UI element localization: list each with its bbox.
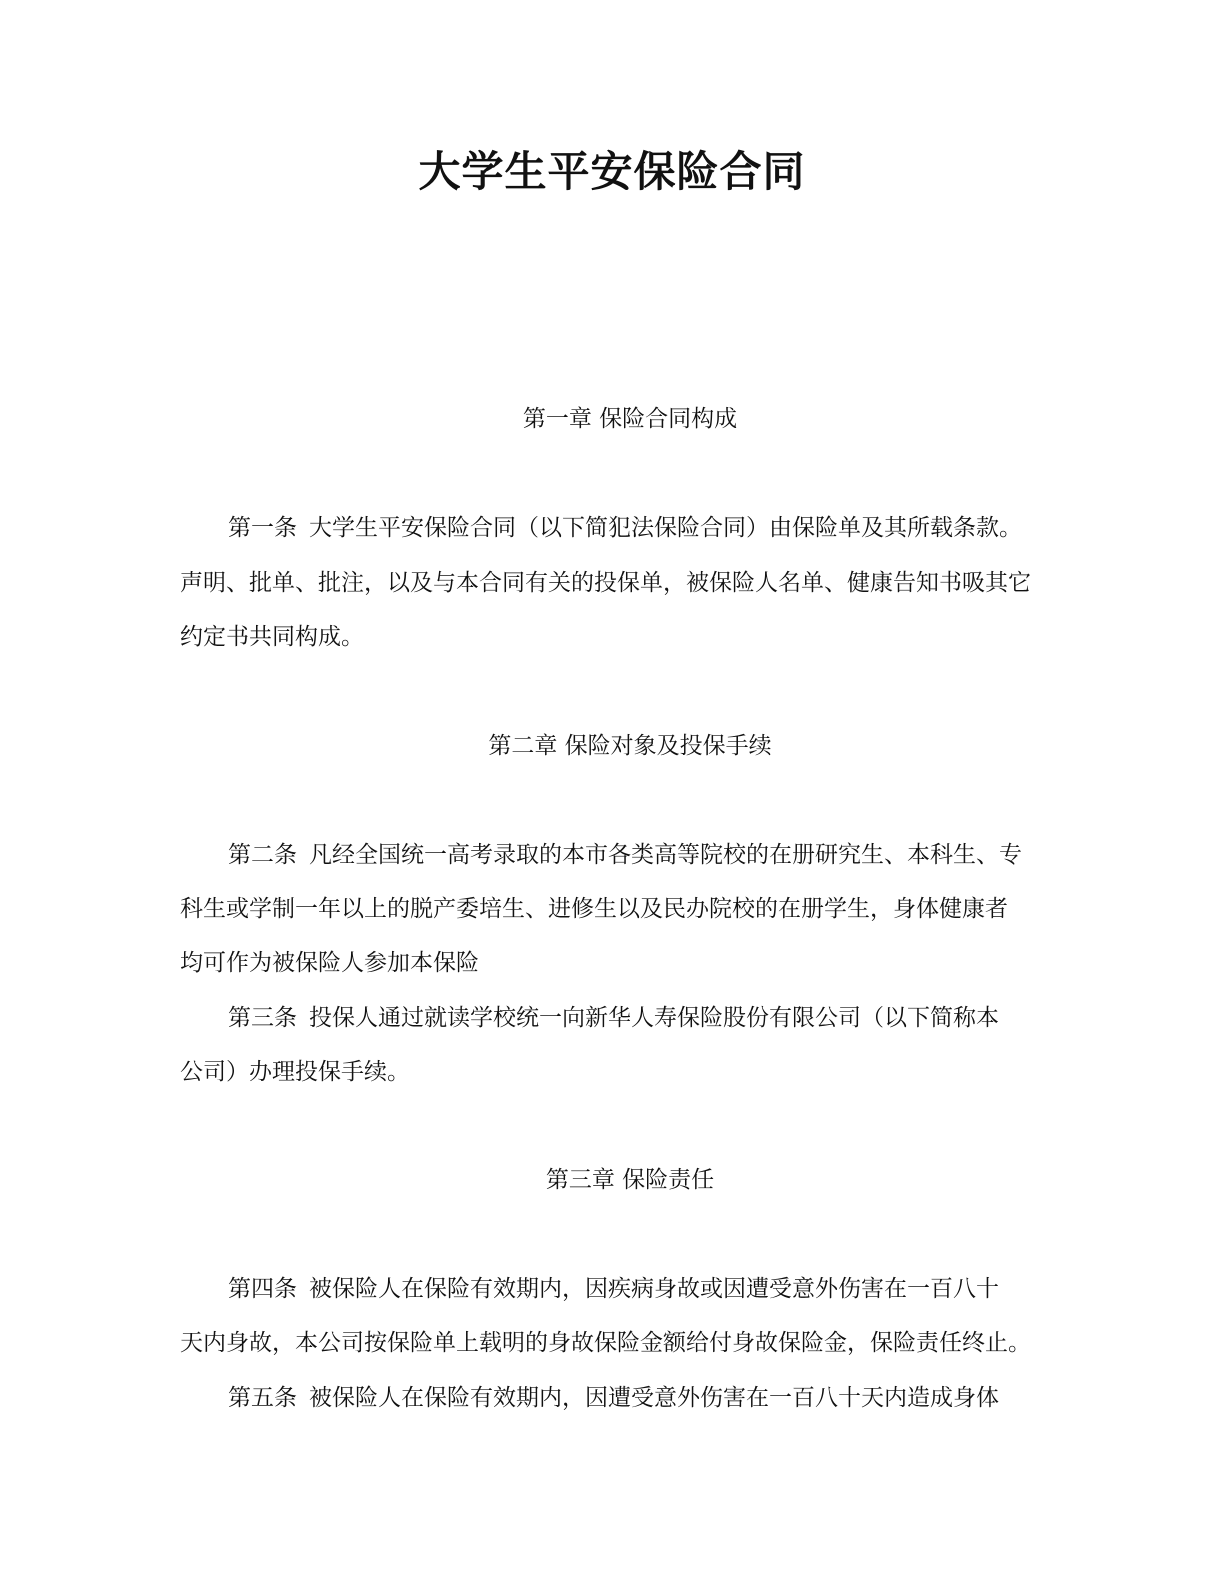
article-1-line: 约定书共同构成。 (180, 624, 364, 650)
article-2-line: 均可作为被保险人参加本保险 (180, 950, 479, 976)
article-4-line (228, 1274, 999, 1304)
article-label: 第三条 (228, 1005, 297, 1031)
article-5-line (228, 1383, 999, 1413)
article-text: 投保人通过就读学校统一向新华人寿保险股份有限公司（以下简称本 (309, 1005, 999, 1031)
document-title: 大学生平安保险合同 (418, 147, 806, 196)
article-2-line (228, 840, 1022, 870)
article-text: 大学生平安保险合同（以下简犯法保险合同）由保险单及其所载条款。 (309, 515, 1022, 541)
article-label: 第二条 (228, 842, 297, 868)
chapter-heading: 第二章 保险对象及投保手续 (488, 733, 772, 759)
article-text: 被保险人在保险有效期内，因疾病身故或因遭受意外伤害在一百八十 (309, 1276, 999, 1302)
chapter-heading: 第三章 保险责任 (545, 1167, 715, 1193)
chapter-heading: 第一章 保险合同构成 (522, 406, 738, 432)
article-1-line: 声明、批单、批注，以及与本合同有关的投保单，被保险人名单、健康告知书吸其它 (180, 570, 1031, 596)
article-3-line (228, 1003, 999, 1033)
article-label: 第四条 (228, 1276, 297, 1302)
article-label: 第一条 (228, 515, 297, 541)
article-1-line (228, 513, 1022, 543)
article-3-line: 公司）办理投保手续。 (180, 1059, 410, 1085)
article-4-line: 天内身故，本公司按保险单上载明的身故保险金额给付身故保险金，保险责任终止。 (180, 1330, 1031, 1356)
article-text: 凡经全国统一高考录取的本市各类高等院校的在册研究生、本科生、专 (309, 842, 1022, 868)
article-text: 被保险人在保险有效期内，因遭受意外伤害在一百八十天内造成身体 (309, 1385, 999, 1411)
article-label: 第五条 (228, 1385, 297, 1411)
article-2-line: 科生或学制一年以上的脱产委培生、进修生以及民办院校的在册学生，身体健康者 (180, 896, 1008, 922)
